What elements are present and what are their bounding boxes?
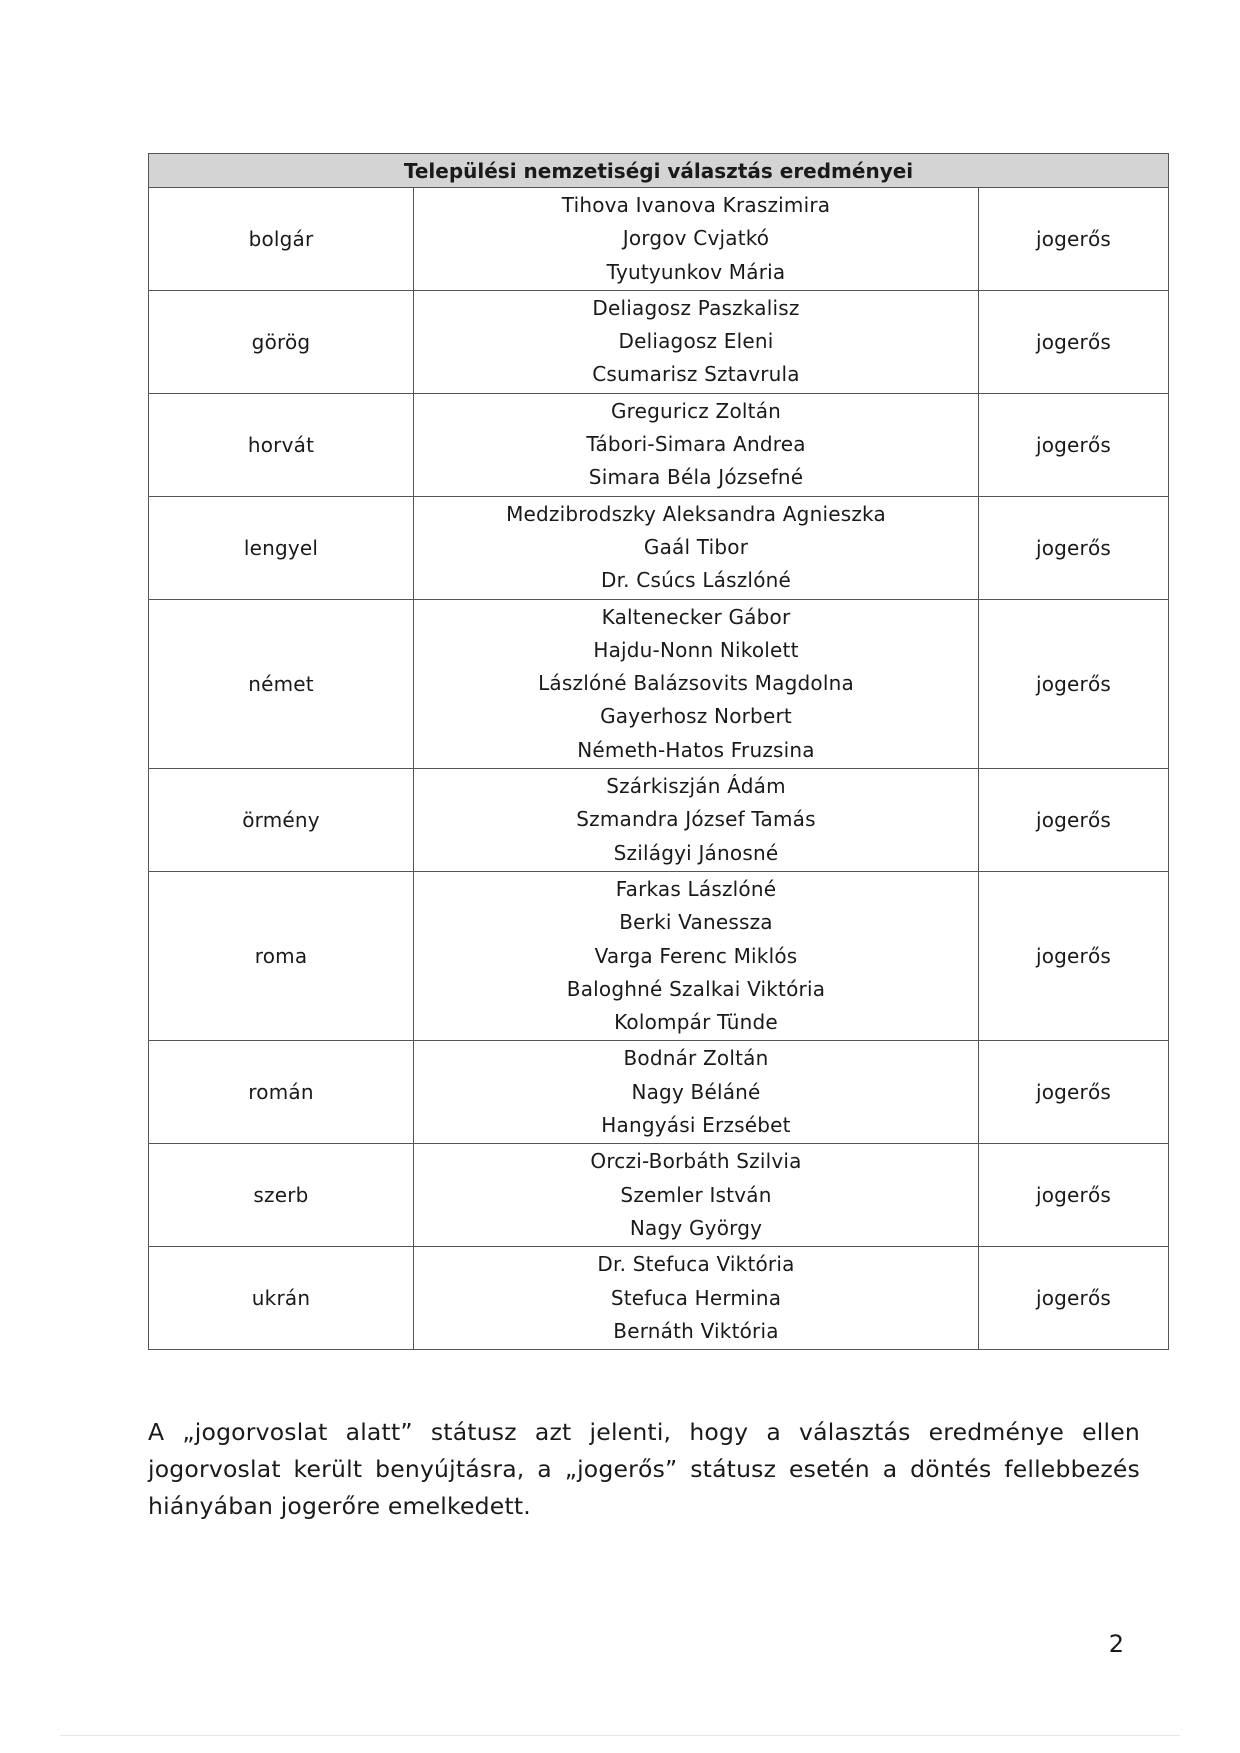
- candidate-name: Nagy Béláné: [631, 1079, 761, 1104]
- table-row: [149, 599, 1169, 768]
- status-cell: jogerős: [979, 599, 1169, 768]
- candidate-names-cell: [414, 1247, 979, 1350]
- candidate-name: Tábori-Simara Andrea: [586, 432, 806, 457]
- candidate-name: Kaltenecker Gábor: [601, 604, 791, 629]
- nationality-cell: görög: [149, 290, 414, 393]
- candidate-name: Bodnár Zoltán: [623, 1046, 769, 1071]
- table-row: [149, 290, 1169, 393]
- table-header-row: [149, 154, 1169, 188]
- candidate-name: Varga Ferenc Miklós: [594, 943, 798, 968]
- candidate-names-cell: [414, 290, 979, 393]
- candidate-name: Bernáth Viktória: [613, 1318, 779, 1343]
- status-cell: jogerős: [979, 871, 1169, 1040]
- candidate-names-cell: [414, 1144, 979, 1247]
- page-number: 2: [1108, 1630, 1124, 1658]
- status-cell: jogerős: [979, 769, 1169, 872]
- nationality-cell: ukrán: [149, 1247, 414, 1350]
- table-row: [149, 188, 1169, 291]
- candidate-name: Stefuca Hermina: [610, 1285, 782, 1310]
- table-row: [149, 1144, 1169, 1247]
- table-row: [149, 393, 1169, 496]
- table-row: [149, 1247, 1169, 1350]
- candidate-name: Berki Vanessza: [619, 910, 773, 935]
- candidate-name: Kolompár Tünde: [614, 1010, 778, 1035]
- candidate-names-cell: [414, 871, 979, 1040]
- nationality-cell: szerb: [149, 1144, 414, 1247]
- nationality-cell: német: [149, 599, 414, 768]
- nationality-cell: bolgár: [149, 188, 414, 291]
- candidate-names-cell: [414, 393, 979, 496]
- candidate-names-cell: [414, 496, 979, 599]
- status-cell: jogerős: [979, 496, 1169, 599]
- candidate-name: Deliagosz Eleni: [618, 329, 774, 354]
- status-cell: jogerős: [979, 1247, 1169, 1350]
- candidate-name: Dr. Csúcs Lászlóné: [600, 568, 792, 593]
- candidate-name: Szemler István: [620, 1182, 772, 1207]
- table-body: [149, 188, 1169, 1350]
- candidate-names-cell: [414, 1041, 979, 1144]
- status-cell: jogerős: [979, 1144, 1169, 1247]
- table-title: Települési nemzetiségi választás eredményei: [149, 154, 1169, 188]
- candidate-name: Baloghné Szalkai Viktória: [566, 976, 826, 1001]
- nationality-cell: horvát: [149, 393, 414, 496]
- status-cell: jogerős: [979, 188, 1169, 291]
- candidate-name: Gaál Tibor: [643, 534, 749, 559]
- candidate-names-cell: [414, 188, 979, 291]
- candidate-names-cell: [414, 599, 979, 768]
- candidate-name: Lászlóné Balázsovits Magdolna: [538, 671, 854, 696]
- status-cell: jogerős: [979, 290, 1169, 393]
- candidate-name: Gayerhosz Norbert: [600, 704, 792, 729]
- candidate-name: Dr. Stefuca Viktória: [597, 1252, 795, 1277]
- nationality-cell: roma: [149, 871, 414, 1040]
- status-explanation-paragraph: A „jogorvoslat alatt” státusz azt jelenti, hogy a választás eredménye ellen jogorvoslat került benyújtásra, a „jogerős” státusz esetén a döntés fellebbezés hiányában jogerőre emelkedett.: [148, 1417, 1140, 1520]
- table-row: [149, 496, 1169, 599]
- candidate-name: Jorgov Cvjatkó: [622, 226, 770, 251]
- status-cell: jogerős: [979, 1041, 1169, 1144]
- nationality-cell: lengyel: [149, 496, 414, 599]
- candidate-name: Hajdu-Nonn Nikolett: [593, 637, 799, 662]
- candidate-name: Szárkiszján Ádám: [606, 774, 786, 799]
- candidate-names-cell: [414, 769, 979, 872]
- scan-edge-line: [60, 1735, 1180, 1736]
- table-row: [149, 1041, 1169, 1144]
- candidate-name: Németh-Hatos Fruzsina: [577, 737, 815, 762]
- candidate-name: Deliagosz Paszkalisz: [592, 295, 800, 320]
- candidate-name: Medzibrodszky Aleksandra Agnieszka: [506, 501, 886, 526]
- candidate-name: Farkas Lászlóné: [615, 876, 777, 901]
- nationality-cell: örmény: [149, 769, 414, 872]
- candidate-name: Tihova Ivanova Kraszimira: [561, 193, 831, 217]
- table-row: [149, 769, 1169, 872]
- candidate-name: Hangyási Erzsébet: [601, 1113, 791, 1138]
- election-results-table: [148, 153, 1169, 1350]
- candidate-name: Szilágyi Jánosné: [613, 840, 779, 865]
- candidate-name: Szmandra József Tamás: [576, 807, 816, 832]
- table-row: [149, 871, 1169, 1040]
- candidate-name: Nagy György: [629, 1215, 763, 1240]
- status-cell: jogerős: [979, 393, 1169, 496]
- nationality-cell: román: [149, 1041, 414, 1144]
- candidate-name: Tyutyunkov Mária: [606, 259, 786, 284]
- candidate-name: Csumarisz Sztavrula: [592, 362, 800, 387]
- candidate-name: Orczi-Borbáth Szilvia: [590, 1149, 802, 1174]
- candidate-name: Greguricz Zoltán: [610, 398, 782, 423]
- candidate-name: Simara Béla Józsefné: [588, 465, 804, 490]
